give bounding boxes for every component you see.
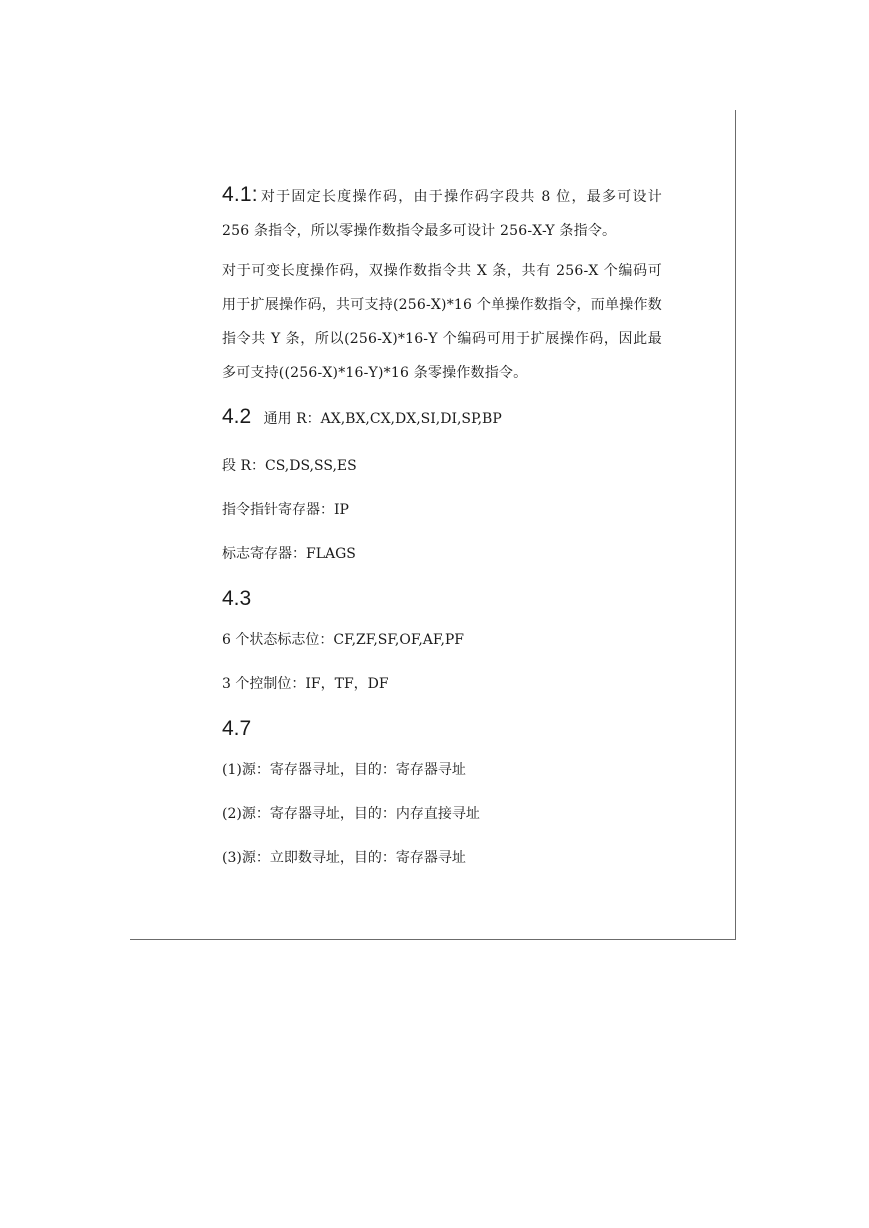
section-4-3-heading: 4.3 (222, 587, 252, 610)
section-4-2-line-1 (222, 402, 662, 434)
section-4-1-paragraph-2: 对于可变长度操作码，双操作数指令共 X 条，共有 256-X 个编码可用于扩展操作码，共可支持(256-X)*16 个单操作数指令，而单操作数指令共 Y 条，所以(256-X)*16-Y 个编码可用于扩展操作码，因此最多可支持((256-X)*16-Y)*16 条零操作数指令。 (222, 263, 662, 381)
general-registers: 通用 R：AX,BX,CX,DX,SI,DI,SP,BP (263, 411, 502, 427)
page-border-right (735, 110, 736, 940)
section-4-1-paragraph-1 (222, 178, 662, 248)
segment-registers: 段 R：CS,DS,SS,ES (222, 458, 357, 474)
instruction-pointer: 指令指针寄存器：IP (222, 502, 349, 518)
status-flags: 6 个状态标志位：CF,ZF,SF,OF,AF,PF (222, 632, 465, 648)
addressing-item-1: (1)源：寄存器寻址，目的：寄存器寻址 (222, 762, 466, 778)
section-4-7-heading: 4.7 (222, 717, 252, 740)
section-4-2-heading: 4.2 (222, 405, 252, 428)
section-4-1-text: 对于固定长度操作码，由于操作码字段共 8 位，最多可设计 256 条指令，所以零操作数指令最多可设计 256-X-Y 条指令。 (222, 189, 662, 239)
addressing-item-3: (3)源：立即数寻址，目的：寄存器寻址 (222, 850, 466, 866)
addressing-item-2: (2)源：寄存器寻址，目的：内存直接寻址 (222, 806, 480, 822)
section-4-1-heading: 4.1: (222, 183, 258, 206)
page-border-bottom (130, 939, 736, 940)
document-body (222, 178, 662, 868)
flags-register: 标志寄存器：FLAGS (222, 546, 356, 562)
control-flags: 3 个控制位：IF，TF，DF (222, 676, 389, 692)
